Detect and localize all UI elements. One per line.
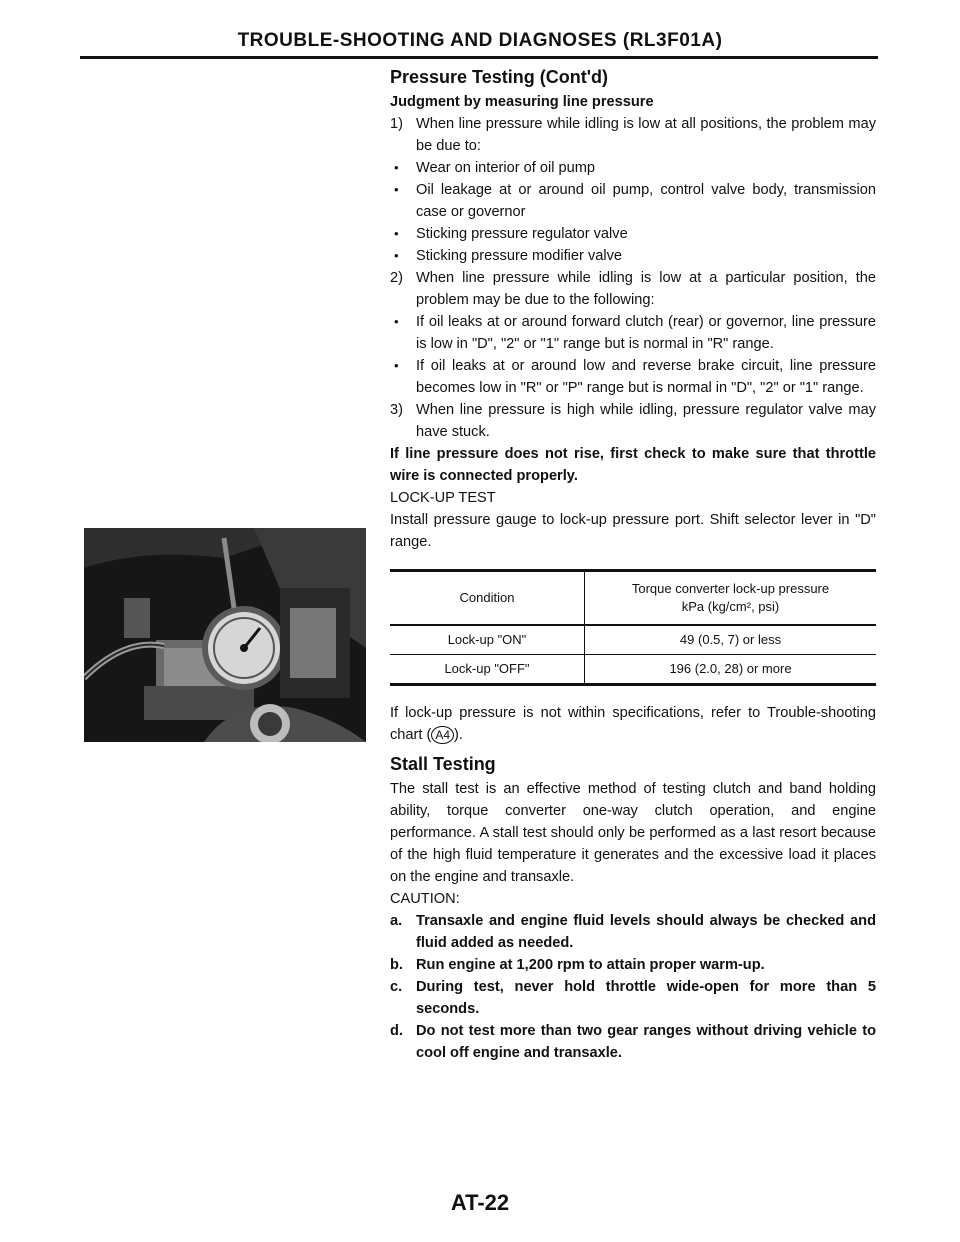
- pressure-section-title: Pressure Testing (Cont'd): [390, 67, 608, 87]
- table-row: [390, 625, 876, 655]
- bullet-marker: •: [394, 160, 399, 175]
- list-item-text: When line pressure while idling is low at a particular position, the problem may be due to the following:: [416, 270, 876, 308]
- bullet-marker: •: [394, 248, 399, 263]
- caution-list: [390, 910, 876, 1064]
- lockup-note-end: ).: [454, 727, 463, 743]
- caution-text: Do not test more than two gear ranges without driving vehicle to cool off engine and transaxle.: [416, 1023, 876, 1061]
- caution-marker: d.: [390, 1023, 403, 1039]
- caution-text: Transaxle and engine fluid levels should always be checked and fluid added as needed.: [416, 913, 876, 951]
- caution-marker: a.: [390, 913, 403, 929]
- caution-item: [390, 1020, 876, 1064]
- list-item-text: Wear on interior of oil pump: [416, 160, 595, 176]
- header-rule: [80, 56, 878, 59]
- caution-text: During test, never hold throttle wide-open for more than 5 seconds.: [416, 979, 876, 1017]
- list-marker: 2): [390, 270, 403, 286]
- judgment-list: [390, 113, 876, 443]
- caution-item: [390, 976, 876, 1020]
- page-header-title: TROUBLE-SHOOTING AND DIAGNOSES (RL3F01A): [237, 30, 723, 51]
- list-item: [390, 113, 876, 157]
- pressure-cell: 196 (2.0, 28) or more: [669, 661, 792, 676]
- lockup-test-title: LOCK-UP TEST: [390, 490, 496, 506]
- table-header-row: [390, 571, 876, 626]
- list-item-text: If oil leaks at or around low and reverse brake circuit, line pressure becomes low in "R" or "P" range but is normal in "D", "2" or "1" range.: [416, 358, 876, 396]
- list-item-text: Oil leakage at or around oil pump, control valve body, transmission case or governor: [416, 182, 876, 220]
- caution-marker: c.: [390, 979, 403, 995]
- caution-item: [390, 910, 876, 954]
- list-item-text: Sticking pressure modifier valve: [416, 248, 623, 264]
- list-item: [390, 355, 876, 399]
- condition-column-header: Condition: [390, 571, 585, 626]
- stall-intro: The stall test is an effective method of testing clutch and band holding ability, torque converter one-way clutch operation, and engine performance. A stall test should only be performed as a last resort because of the high fluid temperature it generates and the excessive load it places on the engine and transaxle.: [390, 781, 876, 885]
- lockup-note-text: If lock-up pressure is not within specifications, refer to Trouble-shooting chart (: [390, 705, 876, 743]
- list-item: [390, 223, 876, 245]
- bullet-marker: •: [394, 314, 399, 329]
- table-row: [390, 655, 876, 685]
- main-content: [390, 65, 876, 1064]
- list-item: [390, 157, 876, 179]
- caution-label: CAUTION:: [390, 891, 460, 907]
- pressure-cell: 49 (0.5, 7) or less: [679, 632, 782, 647]
- list-item: [390, 311, 876, 355]
- stall-testing-title: Stall Testing: [390, 754, 496, 774]
- lockup-note: [390, 702, 876, 746]
- list-item-text: When line pressure is high while idling, pressure regulator valve may have stuck.: [416, 402, 876, 440]
- pressure-gauge-photo: [84, 528, 366, 742]
- caution-marker: b.: [390, 957, 403, 973]
- caution-item: [390, 954, 876, 976]
- list-item: [390, 179, 876, 223]
- list-item-text: When line pressure while idling is low at all positions, the problem may be due to:: [416, 116, 876, 154]
- condition-cell: Lock-up "OFF": [390, 655, 585, 685]
- caution-text: Run engine at 1,200 rpm to attain proper warm-up.: [416, 957, 765, 973]
- list-marker: 3): [390, 402, 403, 418]
- lockup-instruction: Install pressure gauge to lock-up pressure port. Shift selector lever in "D" range.: [390, 512, 876, 550]
- list-item: [390, 267, 876, 311]
- bullet-marker: •: [394, 182, 399, 197]
- pressure-gauge-illustration: [84, 528, 366, 742]
- list-item-text: If oil leaks at or around forward clutch (rear) or governor, line pressure is low in "D", "2" or "1" range but is normal in "R" range.: [416, 314, 876, 352]
- chart-reference-badge: A4: [431, 726, 454, 744]
- throttle-note: If line pressure does not rise, first check to make sure that throttle wire is connected properly.: [390, 446, 876, 484]
- list-item: [390, 399, 876, 443]
- list-item: [390, 245, 876, 267]
- bullet-marker: •: [394, 358, 399, 373]
- page-number: AT-22: [450, 1190, 510, 1215]
- list-marker: 1): [390, 116, 403, 132]
- pressure-header-line: Torque converter lock-up pressure: [631, 581, 830, 596]
- lockup-pressure-table: [390, 569, 876, 686]
- bullet-marker: •: [394, 226, 399, 241]
- condition-cell: Lock-up "ON": [390, 625, 585, 655]
- pressure-column-header: [585, 571, 877, 626]
- pressure-header-units: kPa (kg/cm², psi): [681, 599, 780, 614]
- judgment-heading: Judgment by measuring line pressure: [390, 94, 654, 110]
- list-item-text: Sticking pressure regulator valve: [416, 226, 628, 242]
